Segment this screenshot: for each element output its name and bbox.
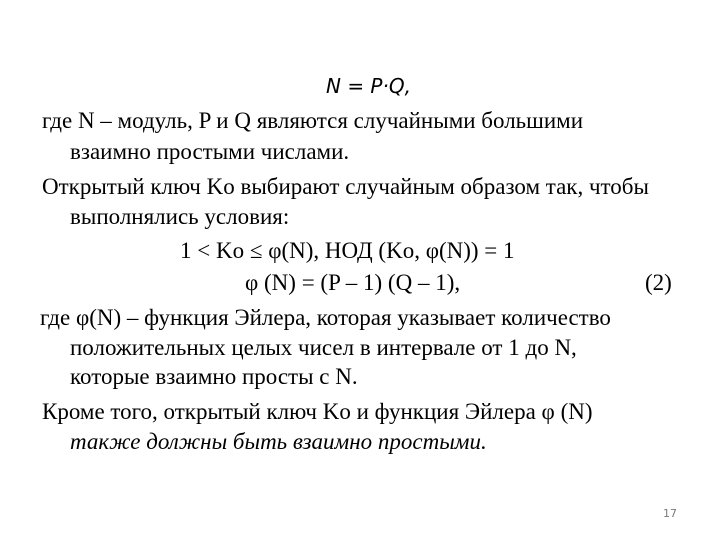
page-number: 17 — [663, 507, 677, 520]
condition-euler-formula: φ (N) = (P – 1) (Q – 1), — [245, 270, 461, 295]
paragraph-2-line-1: Открытый ключ Ko выбирают случайным образом так, чтобы — [42, 174, 649, 199]
paragraph-1-line-2: взаимно простыми числами. — [70, 139, 350, 164]
formula-title: N = P·Q, — [326, 74, 411, 98]
paragraph-2-line-2: выполнялись условия: — [70, 204, 290, 229]
paragraph-3-line-2: положительных целых чисел в интервале от 1 до N, — [70, 335, 577, 360]
paragraph-4-line-2: также должны быть взаимно простыми. — [70, 429, 487, 454]
equation-number: (2) — [645, 270, 672, 295]
paragraph-4-line-1: Кроме того, открытый ключ Ko и функция Эйлера φ (N) — [42, 399, 593, 424]
condition-inequality: 1 < Ko ≤ φ(N), НОД (Ko, φ(N)) = 1 — [180, 238, 515, 263]
paragraph-3-line-3: которые взаимно просты с N. — [70, 364, 358, 389]
paragraph-1-line-1: где N – модуль, P и Q являются случайными большими — [42, 108, 584, 133]
paragraph-3-line-1: где φ(N) – функция Эйлера, которая указывает количество — [40, 305, 611, 330]
